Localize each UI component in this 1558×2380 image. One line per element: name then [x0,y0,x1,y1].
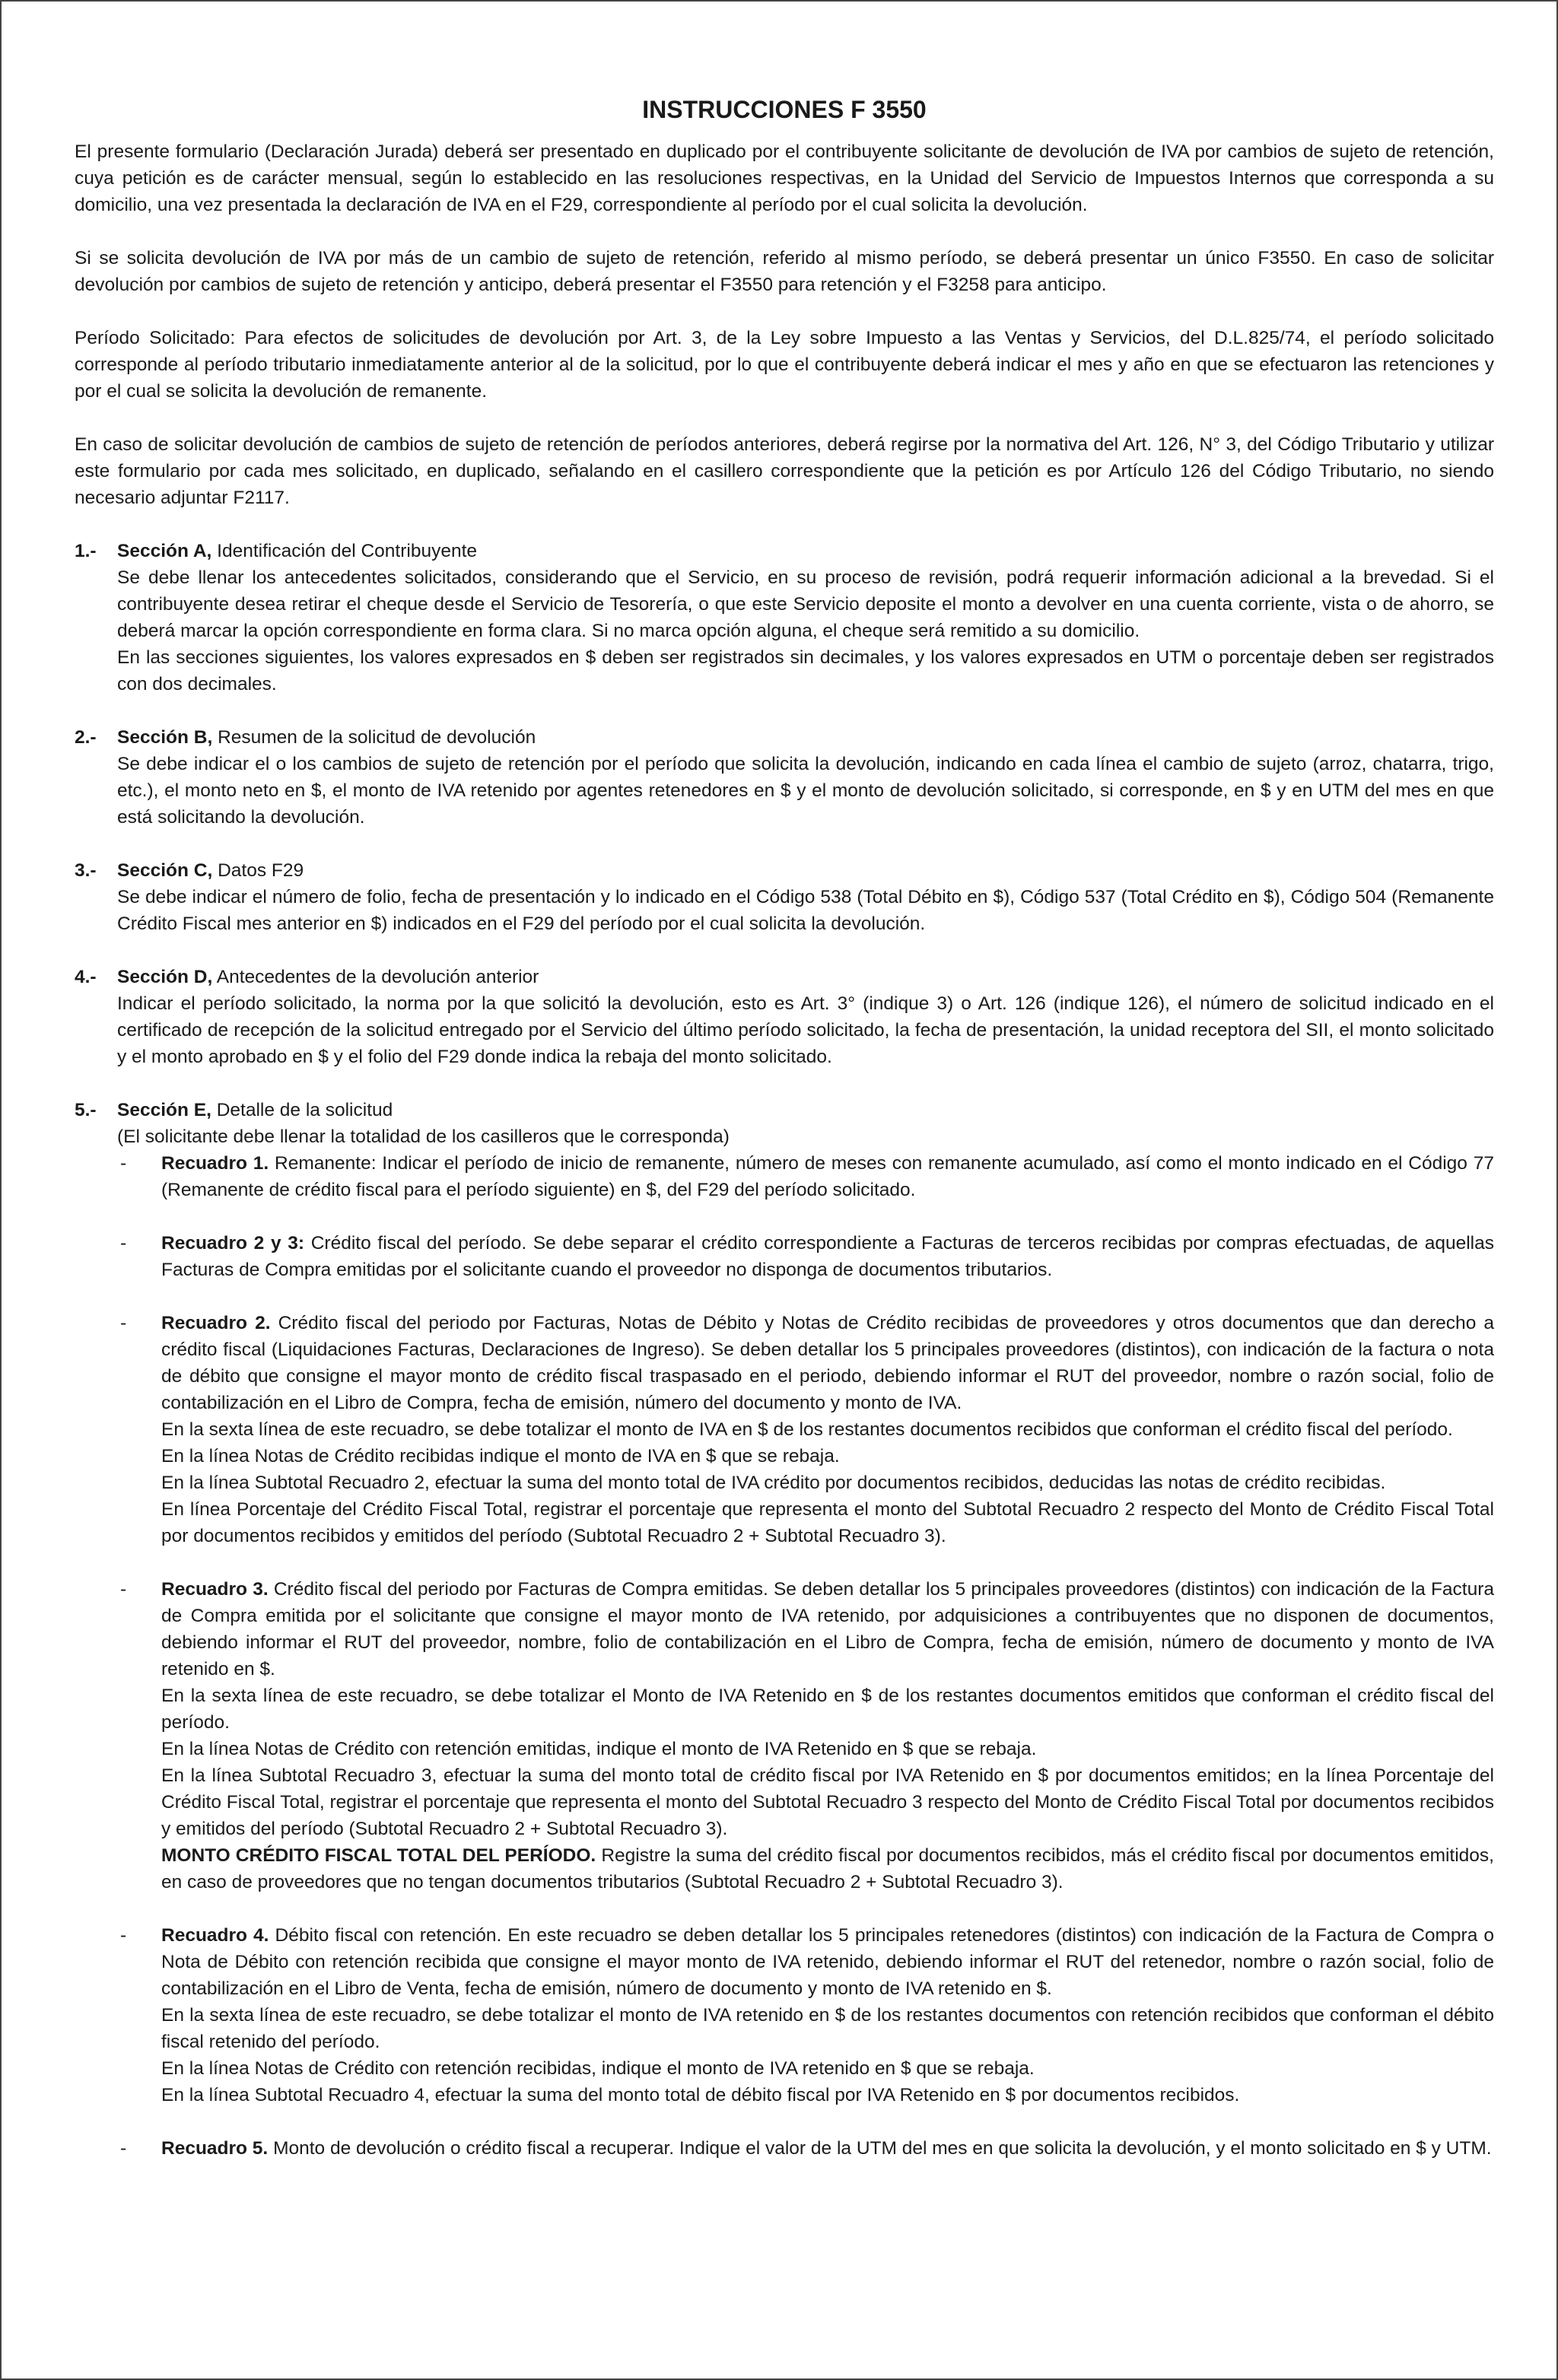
section-a-number: 1.- [75,541,97,561]
recuadro-2-text-2: En la sexta línea de este recuadro, se debe totalizar el monto de IVA en $ de los restantes documentos recibidos que conforman el crédito fiscal del período. [161,1419,1453,1440]
recuadro-3-text-4: En la línea Subtotal Recuadro 3, efectuar la suma del monto total de crédito fiscal por IVA Retenido en $ por documentos emitidos; en la línea Porcentaje del Crédito Fiscal Total, registrar el porcentaje que representa el monto del Subtotal Recuadro 3 respecto del Monto de Crédito Fiscal Total por documentos recibidos y emitidos del período (Subtotal Recuadro 2 + Subtotal Recuadro 3). [161,1765,1494,1839]
recuadro-4-text-2: En la sexta línea de este recuadro, se debe totalizar el monto de IVA retenido en $ de los restantes documentos con retención recibidos que conforman el débito fiscal retenido del período. [161,2005,1494,2052]
document-title: INSTRUCCIONES F 3550 [642,96,927,123]
section-d-heading [75,964,1494,990]
section-c-number: 3.- [75,860,97,881]
section-b-number: 2.- [75,727,97,748]
recuadro-4-text-3: En la línea Notas de Crédito con retención recibidas, indique el monto de IVA retenido en $ que se rebaja. [161,2058,1035,2079]
section-a-subtitle: Identificación del Contribuyente [217,541,478,561]
recuadro-2-text-1: Crédito fiscal del periodo por Facturas, Notas de Débito y Notas de Crédito recibidas de proveedores y otros documentos que dan derecho a crédito fiscal (Liquidaciones Facturas, Declaraciones de Ingreso). Se deben detallar los 5 principales proveedores (distintos), con indicación de la factura o nota de débito que consigne el mayor monto de crédito fiscal traspasado en el periodo, debiendo informar el RUT del proveedor, nombre o razón social, folio de contabilización en el Libro de Compra, fecha de emisión, número del documento y monto de IVA. [161,1313,1495,1413]
section-e-note: (El solicitante debe llenar la totalidad de los casilleros que le corresponda) [117,1126,730,1147]
section-e-name: Sección E, [117,1100,211,1120]
section-c-subtitle: Datos F29 [218,860,304,881]
section-b-text-1: Se debe indicar el o los cambios de sujeto de retención por el período que solicita la devolución, indicando en cada línea el cambio de sujeto (arroz, chatarra, trigo, etc.), el monto neto en $, el monto de IVA retenido por agentes retenedores en $ y el monto de devolución solicitado, si corresponde, en $ y en UTM del mes en que está solicitando la devolución. [117,754,1494,828]
recuadro-5-label: Recuadro 5. [161,2138,269,2159]
section-d-name: Sección D, [117,967,213,987]
section-b-name: Sección B, [117,727,213,748]
section-a-text-2: En las secciones siguientes, los valores expresados en $ deben ser registrados sin decimales, y los valores expresados en UTM o porcentaje deben ser registrados con dos decimales. [117,647,1494,694]
recuadro-2-text-4: En la línea Subtotal Recuadro 2, efectuar la suma del monto total de IVA crédito por documentos recibidos, deducidas las notas de crédito recibidas. [161,1473,1386,1493]
document-content [75,93,1494,2162]
section-a-name: Sección A, [117,541,212,561]
recuadro-2-text-5: En línea Porcentaje del Crédito Fiscal Total, registrar el porcentaje que representa el monto del Subtotal Recuadro 2 respecto del Monto de Crédito Fiscal Total por documentos recibidos y emitidos del período (Subtotal Recuadro 2 + Subtotal Recuadro 3). [161,1499,1494,1546]
recuadro-2-3 [117,1230,1494,1283]
section-e-number: 5.- [75,1100,97,1120]
recuadro-2-3-label: Recuadro 2 y 3: [161,1233,305,1254]
recuadro-1-text: Remanente: Indicar el período de inicio de remanente, número de meses con remanente acumulado, así como el monto indicado en el Código 77 (Remanente de crédito fiscal para el período siguiente) en $, del F29 del período solicitado. [161,1153,1494,1200]
recuadro-3-text-3: En la línea Notas de Crédito con retención emitidas, indique el monto de IVA Retenido en $ que se rebaja. [161,1739,1037,1759]
section-c-name: Sección C, [117,860,213,881]
recuadro-1 [117,1150,1494,1203]
section-a-heading [75,538,1494,564]
recuadro-3 [117,1576,1494,1895]
section-b [75,724,1494,831]
recuadro-3-label: Recuadro 3. [161,1579,269,1600]
recuadro-2-3-text: Crédito fiscal del período. Se debe separar el crédito correspondiente a Facturas de terceros recibidas por compras efectuadas, de aquellas Facturas de Compra emitidas por el solicitante cuando el proveedor no disponga de documentos tributarios. [161,1233,1494,1280]
intro-paragraph-2: Si se solicita devolución de IVA por más de un cambio de sujeto de retención, referido al mismo período, se deberá presentar un único F3550. En caso de solicitar devolución por cambios de sujeto de retención y anticipo, deberá presentar el F3550 para retención y el F3258 para anticipo. [75,248,1494,295]
section-a-text-1: Se debe llenar los antecedentes solicitados, considerando que el Servicio, en su proceso de revisión, podrá requerir información adicional a la brevedad. Si el contribuyente desea retirar el cheque desde el Servicio de Tesorería, o que este Servicio deposite el monto a devolver en una cuenta corriente, vista o de ahorro, se deberá marcar la opción correspondiente en forma clara. Si no marca opción alguna, el cheque será remitido a su domicilio. [117,567,1494,641]
intro-paragraph-1: El presente formulario (Declaración Jurada) deberá ser presentado en duplicado por el contribuyente solicitante de devolución de IVA por cambios de sujeto de retención, cuya petición es de carácter mensual, según lo establecido en las resoluciones respectivas, en la Unidad del Servicio de Impuestos Internos que corresponda a su domicilio, una vez presentada la declaración de IVA en el F29, correspondiente al período por el cual solicita la devolución. [75,141,1494,215]
list-dash: - [120,2138,127,2159]
recuadro-2-text-3: En la línea Notas de Crédito recibidas indique el monto de IVA en $ que se rebaja. [161,1446,840,1466]
intro-paragraph-3: Período Solicitado: Para efectos de solicitudes de devolución por Art. 3, de la Ley sobre Impuesto a las Ventas y Servicios, del D.L.825/74, el período solicitado corresponde al período tributario inmediatamente anterior al de la solicitud, por lo que el contribuyente deberá indicar el mes y año en que se efectuaron las retenciones y por el cual se solicita la devolución de remanente. [75,328,1494,402]
section-d-number: 4.- [75,967,97,987]
recuadro-2-label: Recuadro 2. [161,1313,271,1333]
recuadro-4-label: Recuadro 4. [161,1925,269,1946]
section-a [75,538,1494,697]
recuadro-4 [117,1922,1494,2108]
recuadro-2 [117,1310,1494,1549]
recuadro-4-text-4: En la línea Subtotal Recuadro 4, efectuar la suma del monto total de débito fiscal por IVA Retenido en $ por documentos recibidos. [161,2085,1240,2105]
section-c-text-1: Se debe indicar el número de folio, fecha de presentación y lo indicado en el Código 538 (Total Débito en $), Código 537 (Total Crédito en $), Código 504 (Remanente Crédito Fiscal mes anterior en $) indicados en el F29 del período por el cual solicita la devolución. [117,887,1494,934]
intro-paragraph-4: En caso de solicitar devolución de cambios de sujeto de retención de períodos anteriores, deberá regirse por la normativa del Art. 126, N° 3, del Código Tributario y utilizar este formulario por cada mes solicitado, en duplicado, señalando en el casillero correspondiente que la petición es por Artículo 126 del Código Tributario, no siendo necesario adjuntar F2117. [75,434,1494,508]
recuadro-3-text-1: Crédito fiscal del periodo por Facturas de Compra emitidas. Se deben detallar los 5 principales proveedores (distintos) con indicación de la Factura de Compra emitida por el solicitante que consigne el mayor monto de IVA retenido, por adquisiciones a contribuyentes que no disponen de documentos, debiendo informar el RUT del proveedor, nombre, folio de contabilización en el Libro de Compra, fecha de emisión, número de documento y monto de IVA retenido en $. [161,1579,1494,1679]
section-d-subtitle: Antecedentes de la devolución anterior [216,967,539,987]
list-dash: - [120,1925,127,1946]
section-d-text-1: Indicar el período solicitado, la norma por la que solicitó la devolución, esto es Art. 3° (indique 3) o Art. 126 (indique 126), el número de solicitud indicado en el certificado de recepción de la solicitud entregado por el Servicio del último período solicitado, la fecha de presentación, la unidad receptora del SII, el monto solicitado y el monto aprobado en $ y el folio del F29 donde indica la rebaja del monto solicitado. [117,993,1494,1067]
section-e [75,1097,1494,2162]
section-c [75,857,1494,937]
list-dash: - [120,1313,127,1333]
recuadro-5 [117,2135,1494,2162]
recuadro-5-text: Monto de devolución o crédito fiscal a recuperar. Indique el valor de la UTM del mes en que solicita la devolución, y el monto solicitado en $ y UTM. [273,2138,1492,2159]
section-c-heading [75,857,1494,884]
recuadro-4-text-1: Débito fiscal con retención. En este recuadro se deben detallar los 5 principales retenedores (distintos) con indicación de la Factura de Compra o Nota de Débito con retención recibida que consigne el mayor monto de IVA retenido, debiendo informar el RUT del retenedor, nombre o razón social, folio de contabilización en el Libro de Venta, fecha de emisión, número de documento y monto de IVA retenido en $. [161,1925,1494,1999]
section-b-subtitle: Resumen de la solicitud de devolución [218,727,536,748]
section-e-heading [75,1097,1494,1123]
list-dash: - [120,1579,127,1600]
section-b-heading [75,724,1494,751]
recuadro-1-label: Recuadro 1. [161,1153,269,1174]
list-dash: - [120,1153,127,1174]
monto-credito-total-text: Registre la suma del crédito fiscal por documentos recibidos, más el crédito fiscal por documentos emitidos, en caso de proveedores que no tengan documentos tributarios (Subtotal Recuadro 2 + Subtotal Recuadro 3). [161,1845,1494,1892]
section-d [75,964,1494,1070]
recuadro-3-text-2: En la sexta línea de este recuadro, se debe totalizar el Monto de IVA Retenido en $ de los restantes documentos emitidos que conforman el crédito fiscal del período. [161,1686,1494,1733]
section-e-subtitle: Detalle de la solicitud [216,1100,393,1120]
list-dash: - [120,1233,127,1254]
monto-credito-total-label: MONTO CRÉDITO FISCAL TOTAL DEL PERÍODO. [161,1845,596,1866]
